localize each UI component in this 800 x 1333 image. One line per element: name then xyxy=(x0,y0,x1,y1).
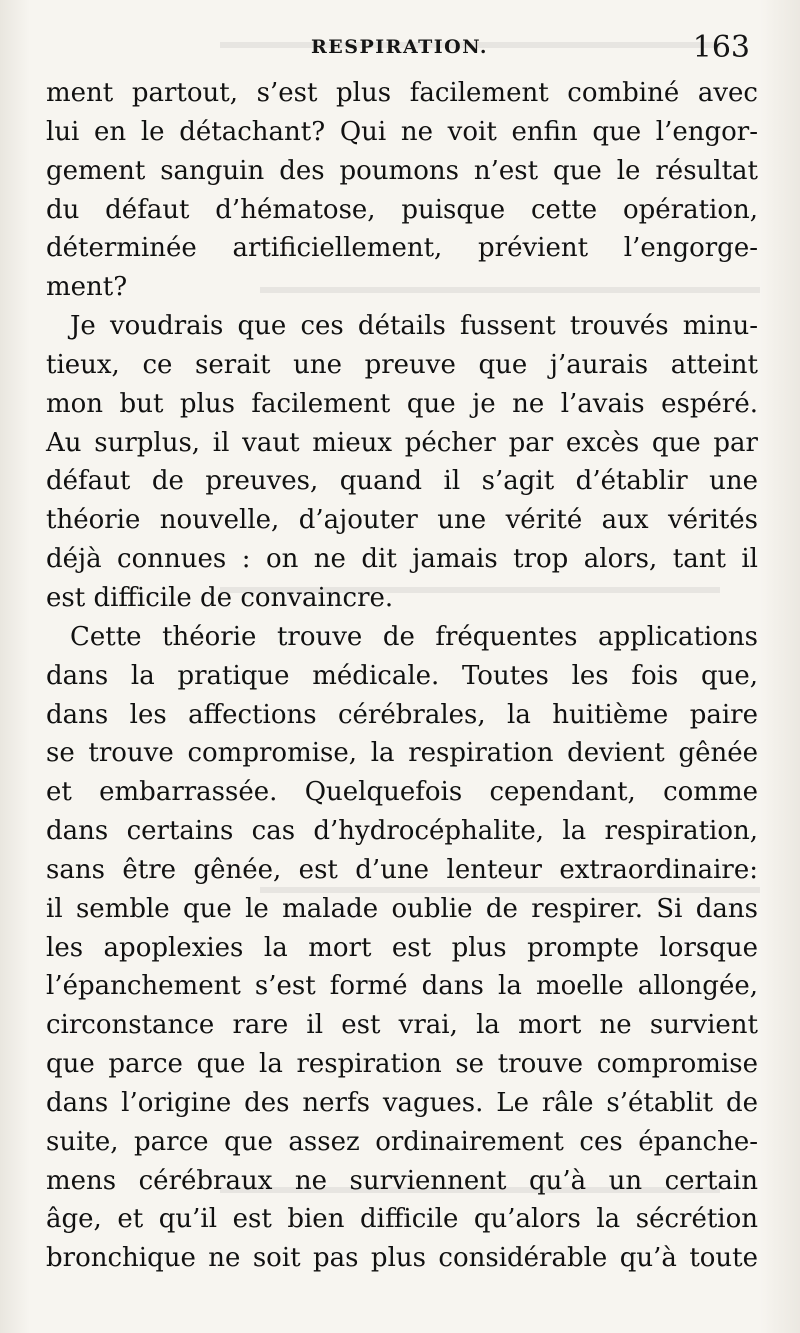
text-line: mon but plus facilement que je ne l’avais espéré. xyxy=(46,388,758,419)
text-line: mens cérébraux ne surviennent qu’à un certain xyxy=(46,1165,758,1196)
text-line: l’épanchement s’est formé dans la moelle allongée, xyxy=(46,971,758,1002)
text-line: gement sanguin des poumons n’est que le résultat xyxy=(46,155,758,186)
body-text xyxy=(46,74,758,1278)
text-line: ment partout, s’est plus facilement combiné avec xyxy=(46,78,758,108)
text-line: et embarrassée. Quelquefois cependant, comme xyxy=(46,777,758,808)
text-line: Au surplus, il vaut mieux pécher par excès que par xyxy=(46,427,758,458)
text-line: lui en le détachant? Qui ne voit enfin que l’engor- xyxy=(46,116,758,147)
text-line: dans les affections cérébrales, la huitième paire xyxy=(46,699,758,730)
text-line: dans l’origine des nerfs vagues. Le râle s’établit de xyxy=(46,1087,758,1118)
text-line: ment? xyxy=(46,272,128,303)
running-title: RESPIRATION. xyxy=(311,36,489,58)
paragraph xyxy=(46,74,758,307)
text-line: Cette théorie trouve de fréquentes applications xyxy=(70,621,758,652)
text-line: circonstance rare il est vrai, la mort ne survient xyxy=(46,1010,758,1041)
text-line: Je voudrais que ces détails fussent trouvés minu- xyxy=(70,311,758,342)
running-head xyxy=(46,30,758,70)
text-line: du défaut d’hématose, puisque cette opération, xyxy=(46,194,758,225)
text-line: sans être gênée, est d’une lenteur extraordinaire: xyxy=(46,854,758,885)
text-line: théorie nouvelle, d’ajouter une vérité aux vérités xyxy=(46,505,758,536)
paragraph xyxy=(46,307,758,618)
text-line: les apoplexies la mort est plus prompte lorsque xyxy=(46,932,758,963)
text-line: bronchique ne soit pas plus considérable qu’à toute xyxy=(46,1243,758,1274)
paragraph xyxy=(46,618,758,1278)
text-line: dans la pratique médicale. Toutes les fois que, xyxy=(46,660,758,691)
page-number: 163 xyxy=(692,30,750,65)
text-line: défaut de preuves, quand il s’agit d’établir une xyxy=(46,466,758,497)
text-line: déjà connues : on ne dit jamais trop alors, tant il xyxy=(46,544,758,575)
text-line: suite, parce que assez ordinairement ces épanche- xyxy=(46,1126,758,1157)
text-line: âge, et qu’il est bien difficile qu’alors la sécrétion xyxy=(46,1204,758,1235)
text-line: déterminée artificiellement, prévient l’engorge- xyxy=(46,233,758,264)
text-line: est difficile de convaincre. xyxy=(46,582,394,613)
text-line: dans certains cas d’hydrocéphalite, la respiration, xyxy=(46,816,758,847)
text-line: il semble que le malade oublie de respirer. Si dans xyxy=(46,893,758,924)
text-line: se trouve compromise, la respiration devient gênée xyxy=(46,738,758,769)
text-line: que parce que la respiration se trouve compromise xyxy=(46,1049,758,1080)
text-line: tieux, ce serait une preuve que j’aurais atteint xyxy=(46,349,758,380)
